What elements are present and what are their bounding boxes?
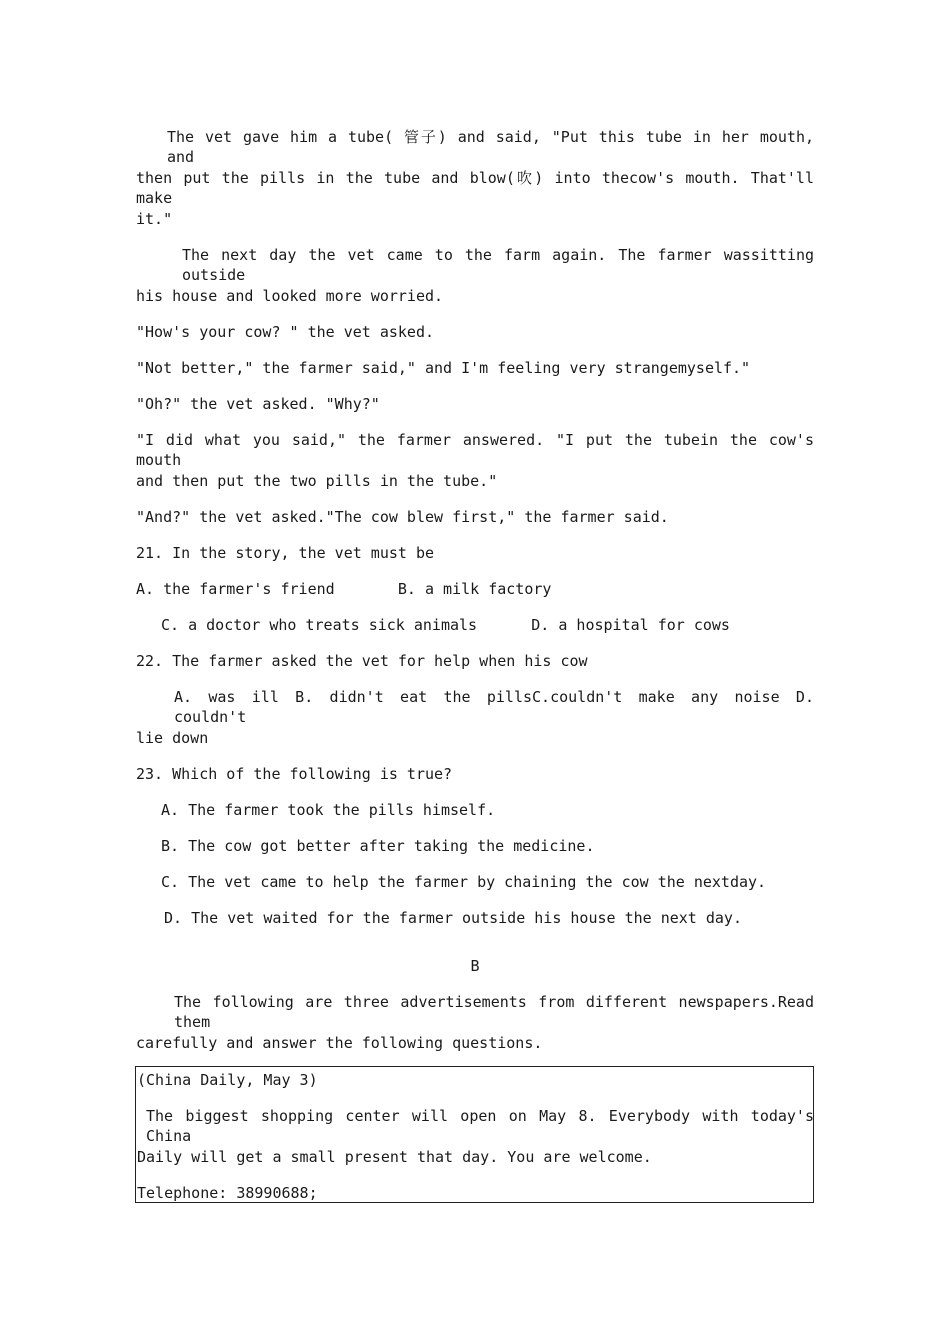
question-21: 21. In the story, the vet must be	[136, 544, 435, 562]
ad-body: The biggest shopping center will open on May 8. Everybody with today's China	[146, 1107, 814, 1145]
dialogue-line: "Oh?" the vet asked. "Why?"	[136, 395, 380, 413]
ad-source: (China Daily, May 3)	[137, 1071, 318, 1089]
section-intro: The following are three advertisements from different newspapers.Read them	[174, 993, 814, 1031]
dialogue-line: "And?" the vet asked."The cow blew first," the farmer said.	[136, 508, 669, 526]
question-22: 22. The farmer asked the vet for help when his cow	[136, 652, 588, 670]
question-23-option-c: C. The vet came to help the farmer by chaining the cow the nextday.	[161, 873, 767, 891]
ad-telephone: Telephone: 38990688;	[137, 1184, 318, 1202]
dialogue-line: and then put the two pills in the tube."	[136, 472, 498, 490]
paragraph-line: The vet gave him a tube( 管子) and said, "Put this tube in her mouth, and	[167, 128, 814, 166]
ad-body-cont: Daily will get a small present that day. You are welcome.	[137, 1148, 652, 1166]
paragraph-line: his house and looked more worried.	[136, 287, 444, 305]
question-22-options-cont: lie down	[136, 729, 209, 747]
question-23-option-d: D. The vet waited for the farmer outside his house the next day.	[164, 909, 742, 927]
paragraph-line: The next day the vet came to the farm again. The farmer wassitting outside	[182, 246, 814, 284]
paragraph-line: it."	[136, 210, 173, 228]
dialogue-line: "I did what you said," the farmer answered. "I put the tubein the cow's mouth	[136, 431, 814, 469]
dialogue-line: "Not better," the farmer said," and I'm feeling very strangemyself."	[136, 359, 751, 377]
dialogue-line: "How's your cow? " the vet asked.	[136, 323, 435, 341]
question-23-option-b: B. The cow got better after taking the medicine.	[161, 837, 595, 855]
question-23: 23. Which of the following is true?	[136, 765, 453, 783]
question-22-options: A. was ill B. didn't eat the pillsC.couldn't make any noise D. couldn't	[174, 688, 814, 726]
question-21-options-ab: A. the farmer's friend B. a milk factory	[136, 580, 552, 598]
section-intro-cont: carefully and answer the following questions.	[136, 1034, 543, 1052]
paragraph-line: then put the pills in the tube and blow(吹) into thecow's mouth. That'll make	[136, 169, 814, 207]
question-23-option-a: A. The farmer took the pills himself.	[161, 801, 496, 819]
question-21-options-cd: C. a doctor who treats sick animals D. a hospital for cows	[161, 616, 730, 634]
section-heading: B	[470, 957, 480, 975]
